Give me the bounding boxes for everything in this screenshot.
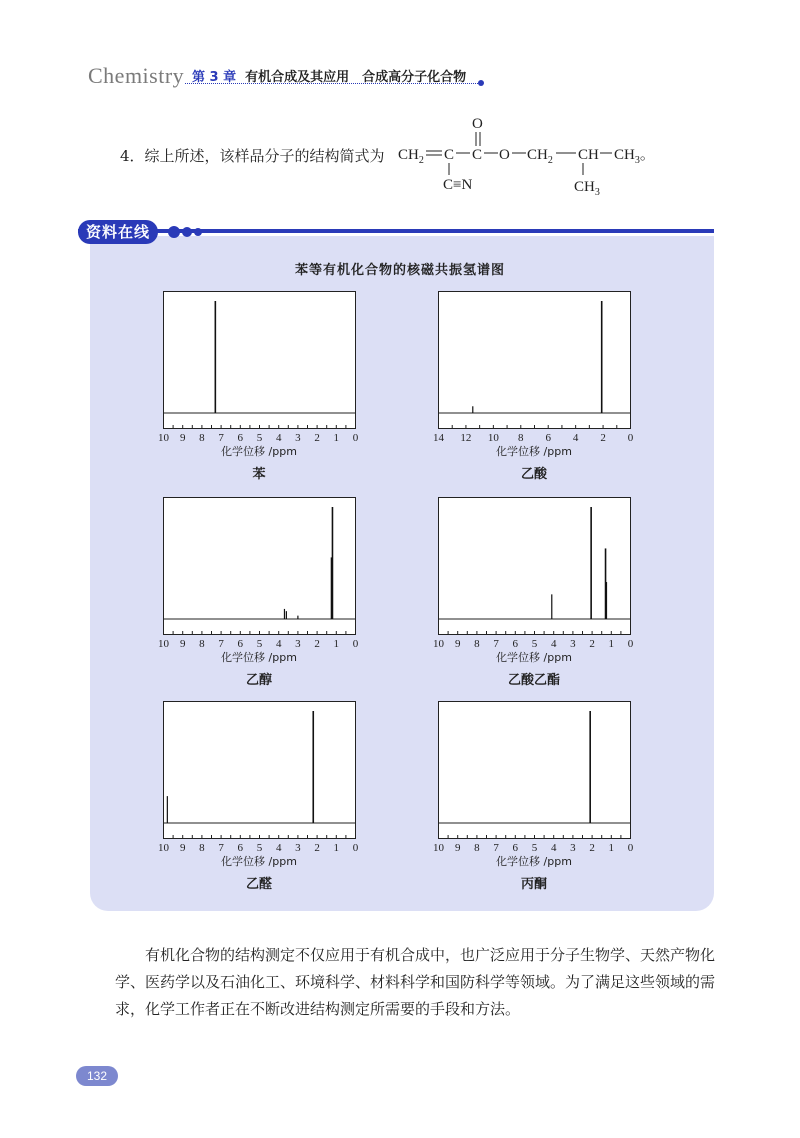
tick-label: 6	[237, 432, 244, 444]
tick-label: 6	[512, 842, 519, 854]
chart-caption: 乙酸	[520, 467, 547, 482]
tick-label: 1	[333, 432, 340, 444]
formula-ch: CH	[578, 147, 599, 163]
tick-label: 10	[158, 842, 169, 854]
chart-frame	[439, 498, 631, 635]
chart-caption: 乙醛	[245, 877, 272, 892]
chart-frame	[164, 498, 356, 635]
tick-label: 9	[179, 842, 186, 854]
tick-label: 5	[256, 842, 263, 854]
body-text	[115, 942, 715, 1023]
x-axis-label: 化学位移 /ppm	[221, 651, 297, 664]
tick-label: 4	[275, 842, 282, 854]
chart-frame	[164, 292, 356, 429]
tick-label: 2	[589, 842, 595, 854]
tick-label: 6	[237, 638, 244, 650]
tick-label: 0	[627, 638, 634, 650]
tick-label: 9	[454, 638, 461, 650]
tick-label: 7	[493, 842, 499, 854]
tick-label: 2	[314, 432, 320, 444]
tick-label: 1	[333, 842, 340, 854]
tick-label: 6	[545, 432, 551, 444]
tick-label: 1	[333, 638, 340, 650]
structural-formula	[0, 0, 800, 210]
nmr-chart-2	[428, 291, 640, 448]
x-axis-label: 化学位移 /ppm	[496, 651, 572, 664]
formula-ch3: $CH_3$。	[614, 147, 655, 166]
chapter-number: 第 3 章	[192, 70, 237, 85]
tick-label: 4	[550, 842, 557, 854]
tick-label: 6	[512, 638, 519, 650]
chart-caption: 苯	[252, 467, 266, 482]
page-number: 132	[76, 1066, 118, 1086]
tick-label: 8	[199, 842, 205, 854]
nmr-chart-4	[428, 497, 640, 654]
tick-label: 2	[589, 638, 595, 650]
tick-label: 1	[608, 638, 615, 650]
tick-label: 7	[493, 638, 499, 650]
nmr-chart-3	[153, 497, 365, 654]
tick-label: 8	[199, 432, 205, 444]
tick-label: 5	[256, 432, 263, 444]
tick-label: 2	[314, 842, 320, 854]
tick-label: 0	[627, 842, 634, 854]
tick-label: 4	[572, 432, 579, 444]
tick-label: 0	[352, 638, 359, 650]
formula-ch2b: $CH_2$	[527, 147, 553, 166]
tick-label: 8	[474, 638, 480, 650]
nmr-chart-1	[153, 291, 365, 448]
tick-label: 2	[314, 638, 320, 650]
tick-label: 0	[352, 842, 359, 854]
tick-label: 10	[487, 432, 499, 444]
formula-c2: C	[472, 147, 483, 163]
chart-frame	[164, 702, 356, 839]
chart-caption: 乙醇	[245, 673, 272, 688]
tick-label: 8	[474, 842, 480, 854]
tick-label: 9	[179, 638, 186, 650]
tick-label: 7	[218, 842, 224, 854]
tick-label: 5	[531, 842, 538, 854]
tick-label: 14	[433, 432, 444, 444]
tick-label: 0	[627, 432, 634, 444]
tick-label: 0	[352, 432, 359, 444]
tick-label: 9	[179, 432, 186, 444]
tick-label: 4	[275, 432, 282, 444]
formula-o-top: O	[472, 116, 483, 132]
tick-label: 3	[295, 638, 301, 650]
panel-title: 苯等有机化合物的核磁共振氢谱图	[294, 263, 505, 278]
tick-label: 3	[570, 638, 576, 650]
tick-label: 4	[550, 638, 557, 650]
x-axis-label: 化学位移 /ppm	[496, 855, 572, 868]
chart-caption: 丙酮	[520, 877, 547, 892]
body-paragraph: 有机化合物的结构测定不仅应用于有机合成中，也广泛应用于分子生物学、天然产物化学、医药学以及石油化工、环境科学、材料科学和国防科学等领域。为了满足这些领域的需求，化学工作者正在不断改进结构测定所需要的手段和方法。	[115, 946, 716, 1018]
formula-o-chain: O	[499, 147, 510, 163]
tick-label: 1	[608, 842, 615, 854]
nmr-chart-6	[428, 701, 640, 858]
tick-label: 12	[460, 432, 472, 444]
tick-label: 10	[158, 638, 169, 650]
tick-label: 5	[531, 638, 538, 650]
tick-label: 3	[295, 432, 301, 444]
formula-ch2: $CH_2$	[398, 147, 424, 166]
x-axis-label: 化学位移 /ppm	[496, 445, 572, 458]
tick-label: 7	[218, 432, 224, 444]
tick-label: 3	[295, 842, 301, 854]
formula-ch3-branch: $CH_3$	[574, 179, 600, 198]
formula-c1: C	[444, 147, 455, 163]
tick-label: 6	[237, 842, 244, 854]
nmr-chart-5	[153, 701, 365, 858]
tick-label: 7	[218, 638, 224, 650]
tick-label: 9	[454, 842, 461, 854]
tick-label: 10	[433, 842, 444, 854]
tick-label: 10	[433, 638, 444, 650]
chart-caption: 乙酸乙酯	[507, 673, 560, 688]
tick-label: 10	[158, 432, 169, 444]
tick-label: 5	[256, 638, 263, 650]
banner-label: 资料在线	[78, 220, 158, 244]
chart-frame	[439, 702, 631, 839]
tick-label: 3	[570, 842, 576, 854]
tick-label: 2	[600, 432, 606, 444]
tick-label: 8	[199, 638, 205, 650]
x-axis-label: 化学位移 /ppm	[221, 445, 297, 458]
item4-text: 4．综上所述，该样品分子的结构简式为	[120, 147, 385, 165]
chapter-title: 有机合成及其应用 合成高分子化合物	[245, 70, 467, 85]
book-title: Chemistry	[88, 63, 185, 88]
tick-label: 8	[518, 432, 524, 444]
formula-nitrile: C≡N	[443, 177, 473, 193]
x-axis-label: 化学位移 /ppm	[221, 855, 297, 868]
tick-label: 4	[275, 638, 282, 650]
